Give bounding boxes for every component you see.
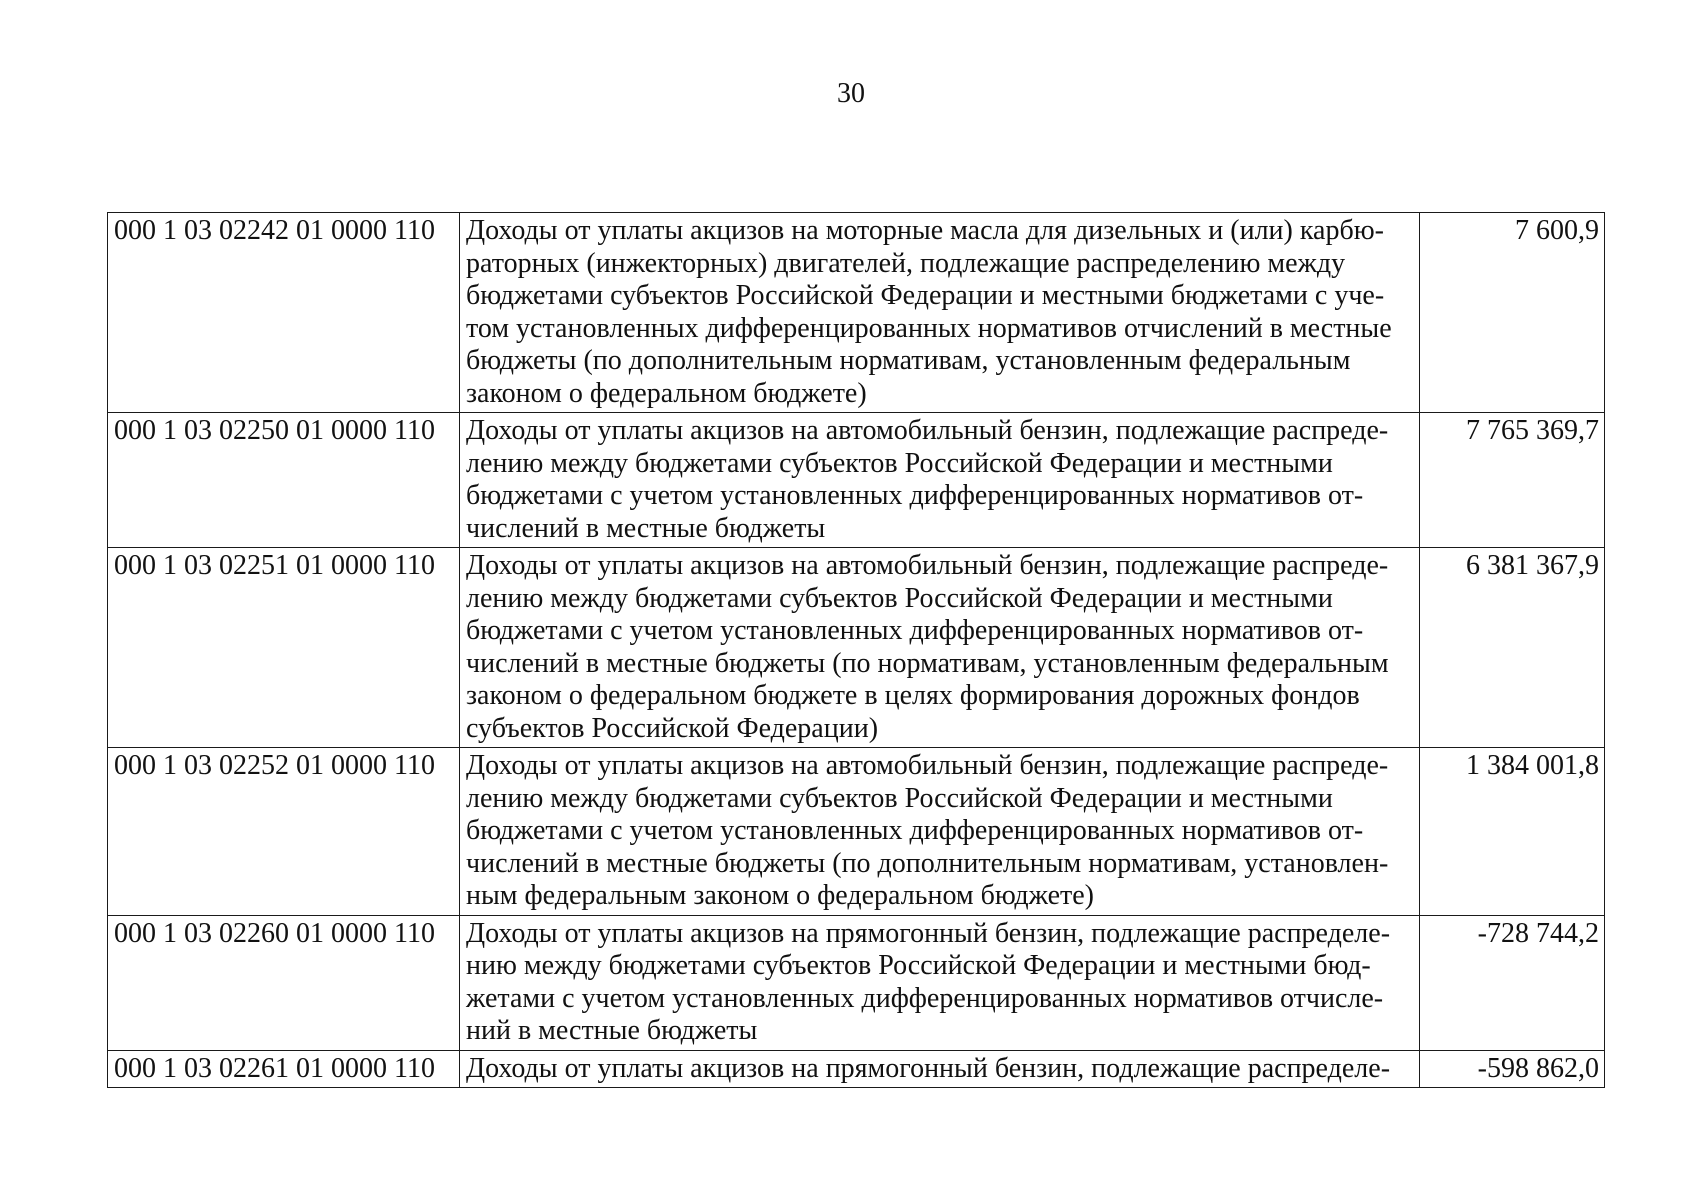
revenue-description <box>460 915 1420 1050</box>
description-line: субъектов Российской Федерации) <box>466 712 879 744</box>
description-line: лению между бюджетами субъектов Российской Федерации и местными <box>466 447 1333 479</box>
description-line: бюджетами с учетом установленных дифференцированных нормативов от- <box>466 480 1364 511</box>
description-line: законом о федеральном бюджете) <box>466 377 867 409</box>
description-line: раторных (инжекторных) двигателей, подлежащие распределению между <box>466 247 1346 279</box>
description-line: Доходы от уплаты акцизов на автомобильный бензин, подлежащие распреде- <box>466 415 1389 446</box>
description-line: ний в местные бюджеты <box>466 1015 758 1046</box>
budget-code: 000 1 03 02251 01 0000 110 <box>108 548 460 748</box>
revenue-description <box>460 748 1420 916</box>
description-line: Доходы от уплаты акцизов на прямогонный бензин, подлежащие распределе- <box>466 917 1391 949</box>
revenue-description <box>460 1050 1420 1088</box>
description-line: Доходы от уплаты акцизов на автомобильный бензин, подлежащие распреде- <box>466 750 1389 781</box>
table-row <box>108 413 1605 548</box>
revenue-description <box>460 213 1420 413</box>
budget-code: 000 1 03 02242 01 0000 110 <box>108 213 460 413</box>
budget-code: 000 1 03 02252 01 0000 110 <box>108 748 460 916</box>
description-line: Доходы от уплаты акцизов на прямогонный бензин, подлежащие распределе- <box>466 1052 1391 1084</box>
description-line: бюджетами с учетом установленных дифференцированных нормативов от- <box>466 815 1364 846</box>
description-line: лению между бюджетами субъектов Российской Федерации и местными <box>466 782 1333 814</box>
amount-value: -598 862,0 <box>1420 1050 1605 1088</box>
description-line: Доходы от уплаты акцизов на автомобильный бензин, подлежащие распреде- <box>466 550 1389 581</box>
description-line: бюджеты (по дополнительным нормативам, установленным федеральным <box>466 345 1351 376</box>
description-line: нию между бюджетами субъектов Российской Федерации и местными бюд- <box>466 950 1371 981</box>
table-row <box>108 1050 1605 1088</box>
description-line: числений в местные бюджеты (по нормативам, установленным федеральным <box>466 647 1389 679</box>
table-row <box>108 915 1605 1050</box>
amount-value: 7 765 369,7 <box>1420 413 1605 548</box>
description-line: числений в местные бюджеты (по дополнительным нормативам, установлен- <box>466 847 1389 879</box>
revenue-table <box>107 212 1605 1088</box>
table-row <box>108 213 1605 413</box>
description-line: бюджетами с учетом установленных дифференцированных нормативов от- <box>466 615 1364 646</box>
description-line: Доходы от уплаты акцизов на моторные масла для дизельных и (или) карбю- <box>466 215 1384 246</box>
description-line: ным федеральным законом о федеральном бюджете) <box>466 880 1095 911</box>
amount-value: 6 381 367,9 <box>1420 548 1605 748</box>
description-line: том установленных дифференцированных нормативов отчислений в местные <box>466 312 1392 344</box>
budget-code: 000 1 03 02260 01 0000 110 <box>108 915 460 1050</box>
budget-code: 000 1 03 02250 01 0000 110 <box>108 413 460 548</box>
description-line: бюджетами субъектов Российской Федерации и местными бюджетами с уче- <box>466 280 1385 311</box>
description-line: законом о федеральном бюджете в целях формирования дорожных фондов <box>466 680 1360 711</box>
amount-value: -728 744,2 <box>1420 915 1605 1050</box>
description-line: жетами с учетом установленных дифференцированных нормативов отчисле- <box>466 982 1384 1014</box>
description-line: числений в местные бюджеты <box>466 512 826 544</box>
revenue-description <box>460 548 1420 748</box>
table-row <box>108 548 1605 748</box>
description-line: лению между бюджетами субъектов Российской Федерации и местными <box>466 582 1333 614</box>
table-row <box>108 748 1605 916</box>
revenue-description <box>460 413 1420 548</box>
page-number: 30 <box>837 78 865 109</box>
revenue-table-body <box>108 213 1605 1088</box>
amount-value: 7 600,9 <box>1420 213 1605 413</box>
amount-value: 1 384 001,8 <box>1420 748 1605 916</box>
budget-code: 000 1 03 02261 01 0000 110 <box>108 1050 460 1088</box>
